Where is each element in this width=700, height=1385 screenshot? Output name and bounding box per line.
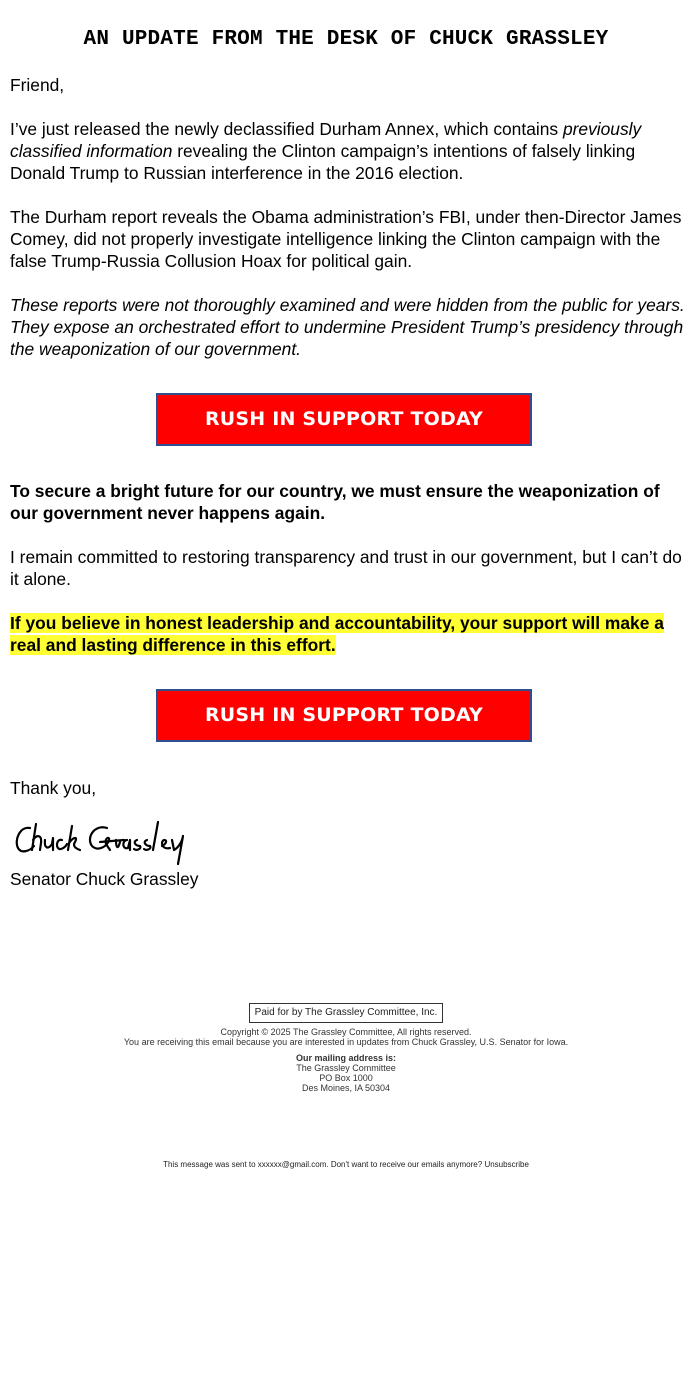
paragraph-3 (10, 294, 690, 360)
signature-image (12, 818, 198, 868)
greeting (10, 74, 690, 96)
paragraph-4 (10, 480, 690, 524)
sent-to-notice (0, 1160, 692, 1170)
paid-for-disclaimer (0, 1003, 692, 1023)
closing (10, 777, 690, 799)
signoff (10, 868, 690, 890)
address-line-2: PO Box 1000 (319, 1073, 373, 1083)
copyright-text: Copyright © 2025 The Grassley Committee, All rights reserved. (220, 1027, 472, 1037)
unsubscribe-link[interactable]: Unsubscribe (484, 1160, 529, 1169)
page-title: AN UPDATE FROM THE DESK OF CHUCK GRASSLEY (83, 28, 609, 51)
greeting-text: Friend, (10, 75, 65, 95)
paragraph-1-text-a: I’ve just released the newly declassified Durham Annex, which contains (10, 119, 563, 139)
paragraph-4-text: To secure a bright future for our country, we must ensure the weaponization of our government never happens again. (10, 481, 660, 523)
paragraph-3-text: These reports were not thoroughly examined and were hidden from the public for years. They expose an orchestrated effort to undermine President Trump’s presidency through the weaponization of our government. (10, 295, 685, 359)
rush-support-button-bottom[interactable]: RUSH IN SUPPORT TODAY (156, 689, 532, 742)
footer-info (0, 1027, 692, 1093)
paragraph-2-text: The Durham report reveals the Obama administration’s FBI, under then-Director James Comey, did not properly investigate intelligence linking the Clinton campaign with the false Trump-Russia Collusion Hoax for political gain. (10, 207, 682, 271)
signoff-text: Senator Chuck Grassley (10, 869, 199, 889)
address-line-3: Des Moines, IA 50304 (301, 1083, 391, 1093)
paragraph-1 (10, 118, 690, 184)
sent-to-text: This message was sent to xxxxxx@gmail.com. Don't want to receive our emails anymore? (163, 1160, 483, 1169)
paragraph-1-text-b: revealing the Clinton campaign’s intentions of falsely linking Donald Trump to Russian interference in the 2016 election. (10, 141, 636, 183)
paragraph-2 (10, 206, 690, 272)
paragraph-5 (10, 546, 690, 590)
closing-text: Thank you, (10, 778, 97, 798)
paragraph-1-emphasis: previously classified information (10, 119, 642, 161)
rush-support-button-top[interactable]: RUSH IN SUPPORT TODAY (156, 393, 532, 446)
mailing-address-label: Our mailing address is: (295, 1053, 397, 1063)
address-line-1: The Grassley Committee (296, 1063, 396, 1073)
receiving-reason-text: You are receiving this email because you are interested in updates from Chuck Grassley, U.S. Senator for Iowa. (123, 1037, 569, 1047)
paid-for-box: Paid for by The Grassley Committee, Inc. (249, 1003, 444, 1023)
paragraph-6 (10, 612, 690, 656)
highlighted-appeal: If you believe in honest leadership and accountability, your support will make a real and lasting difference in this effort. (10, 613, 664, 655)
paragraph-5-text: I remain committed to restoring transparency and trust in our government, but I can’t do it alone. (10, 547, 682, 589)
